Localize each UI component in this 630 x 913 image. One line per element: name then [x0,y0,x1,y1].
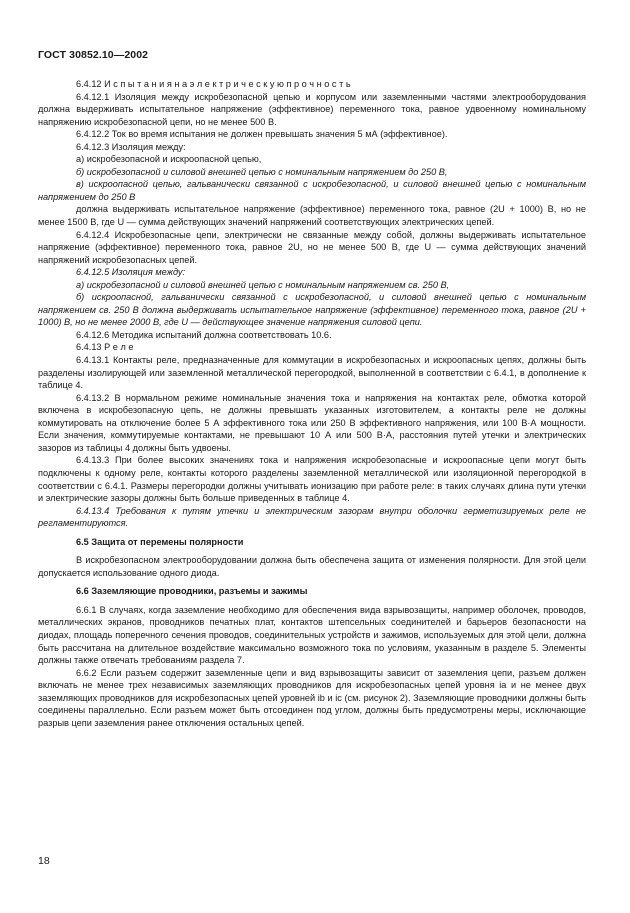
clause-6-4-13-title: 6.4.13 Р е л е [76,342,134,353]
clause-6-4-13-3: 6.4.13.3 При более высоких значениях тока и напряжения искробезопасные и искроопасные цепи могут быть подключены к одному реле, контакты которого разделены заземленной металлической или изоляционной перегородкой в соответствии с 6.4.1. Размеры перегородки должны учитывать ионизацию при работе реле: в таких случаях длина пути утечки и электрические зазоры должны быть больше приведенных в таблице 4. [38,455,586,504]
clause-6-4-12-3-c: в) искроопасной цепью, гальванически связанной с искробезопасной, и силовой внешней цепью с номинальным напряжением до 250 В [38,179,586,202]
clause-6-4-12-5-a: а) искробезопасной и силовой внешней цепью с номинальным напряжением св. 250 В, [76,279,450,290]
clause-6-4-12-title: 6.4.12 И с п ы т а н и я н а э л е к т р и ч е с к у ю п р о ч н о с т ь [76,79,351,89]
page-number: 18 [38,855,50,867]
clause-6-4-13-2: 6.4.13.2 В нормальном режиме номинальные значения тока и напряжения на контактах реле, обмотка которой включена в искробезопасную цепь, не должны превышать указанных изготовителем, а контакты реле не должны коммутировать на отключение более 5 А эффективного тока или 250 В эффективного напряжения, или 100 В·А мощности. Если значения, коммутируемые контактами, не превышают 10 А или 500 В·А, расстояния путей утечки и электрических зазоров из таблицы 4 должны быть удвоены. [38,392,586,453]
clause-6-4-13-1: 6.4.13.1 Контакты реле, предназначенные для коммутации в искробезопасных и искроопасных цепях, должны быть разделены изолирующей или заземленной металлической перегородкой, выполненной в соответствии с 6.4.1, в дополнение к таблице 4. [38,355,586,391]
clause-6-4-12-5-b: б) искроопасной, гальванически связанной с искробезопасной, и силовой внешней цепью с номинальным напряжением св. 250 В должна выдерживать испытательное напряжение (эффективное) переменного тока, равное (2U + 1000) В, но не менее 2000 В, где U — действующее значение напряжения силовой цепи. [38,292,586,328]
clause-6-4-12-5: 6.4.12.5 Изоляция между: [76,267,186,278]
section-heading-6-5: 6.5 Защита от перемены полярности [76,536,244,547]
clause-6-4-12-3: 6.4.12.3 Изоляция между: [76,141,186,152]
clause-6-4-12-3-a: а) искробезопасной и искроопасной цепью, [76,154,262,165]
clause-6-4-12-4: 6.4.12.4 Искробезопасные цепи, электрически не связанные между собой, должны выдерживать испытательное напряжение (эффективное) переменного тока, равное 2U, но не менее 500 В, где U — сумма действующих значений напряжений искробезопасных цепей. [38,229,586,265]
clause-6-4-13-4: 6.4.13.4 Требования к путям утечки и электрическим зазорам внутри оболочки герметизируемых реле не регламентируются. [38,505,586,529]
clause-6-4-12-1: 6.4.12.1 Изоляция между искробезопасной цепью и корпусом или заземленными частями электрооборудования должна выдерживать испытательное напряжение (эффективное) переменного тока, равное удвоенному номинальному напряжению искробезопасной цепи, но не менее 500 В. [38,91,586,127]
clause-6-4-12-6: 6.4.12.6 Методика испытаний должна соответствовать 10.6. [76,329,332,340]
document-body [38,78,586,729]
section-heading-6-6: 6.6 Заземляющие проводники, разъемы и зажимы [76,586,308,597]
clause-6-6-1: 6.6.1 В случаях, когда заземление необходимо для обеспечения вида взрывозащиты, например оболочек, проводов, металлических экранов, проводников печатных плат, контактов штепсельных соединителей и барьеров безопасности на диодах, площадь поперечного сечения проводов, соединительных устройств и зажимов, используемых для этой цели, должна быть рассчитана на длительное воздействие максимально возможного тока по условиям, указанным в разделе 5. Элементы должны также отвечать требованиям раздела 7. [38,604,586,666]
clause-6-4-12-2: 6.4.12.2 Ток во время испытания не должен превышать значения 5 мА (эффективное). [76,129,448,140]
clause-6-4-12-3-requirement: должна выдерживать испытательное напряжение (эффективное) переменного тока, равное (2U + 1000) В, но не менее 1500 В, где U — сумма действующих значений напряжений соответствующих электрических цепей. [38,204,586,228]
clause-6-4-12-3-b: б) искробезопасной и силовой внешней цепью с номинальным напряжением до 250 В, [76,166,448,177]
document-header: ГОСТ 30852.10—2002 [38,49,149,61]
clause-6-5-text: В искробезопасном электрооборудовании должна быть обеспечена защита от изменения полярности. Для этой цели допускается использование одного диода. [38,555,586,578]
clause-6-6-2: 6.6.2 Если разъем содержит заземленные цепи и вид взрывозащиты зависит от заземления цепи, разъем должен включать не менее трех независимых заземляющих проводников для искробезопасных цепей уровня ia и не менее двух заземляющих проводников для искробезопасных цепей уровней ib и ic (см. рисунок 2). Заземляющие проводники должны быть соединены параллельно. Если разъем может быть отсоединен под углом, должны быть предусмотрены меры, исключающие разрыв цепи заземления ранее отключения остальных цепей. [38,667,586,728]
